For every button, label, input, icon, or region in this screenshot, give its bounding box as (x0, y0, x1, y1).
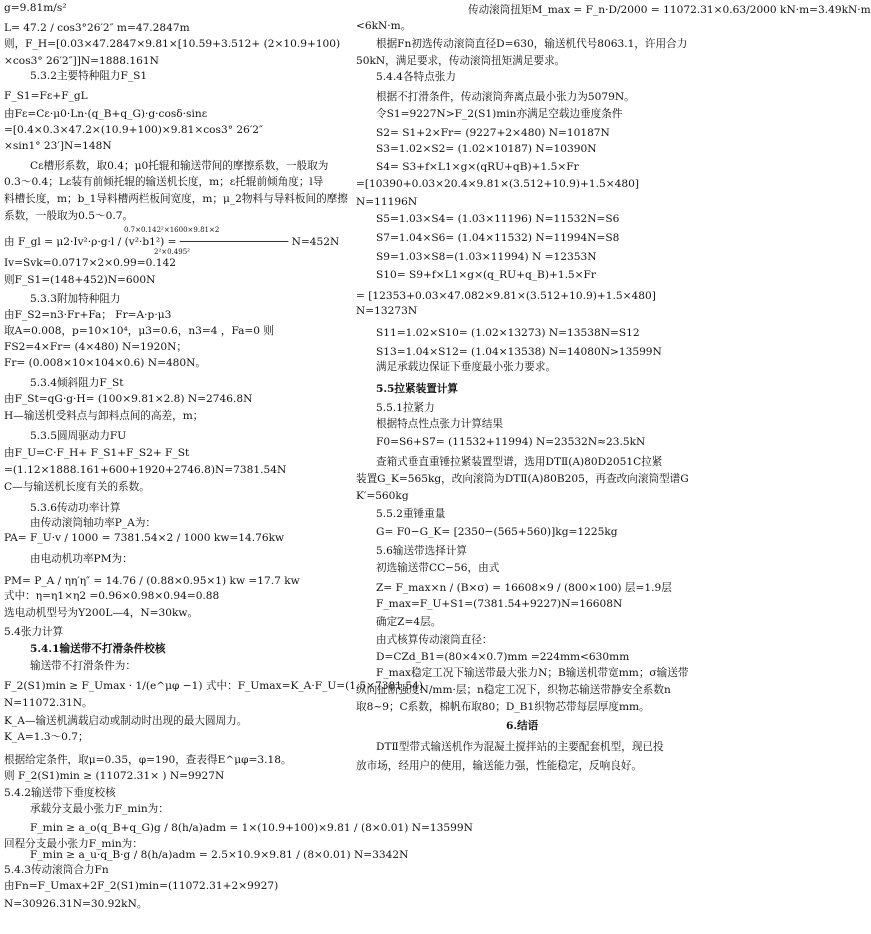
right-column-line: D=CZd_B1=(80×4×0.7)mm =224mm<630mm (376, 651, 630, 663)
left-column-line: 5.3.2主要特种阻力F_S1 (30, 70, 148, 82)
right-column-line: 装置G_K=565kg，改向滚筒为DTⅡ(A)80B205，再查改向滚筒型谱G (356, 473, 689, 485)
left-column-line: N=30926.31N=30.92kN。 (4, 898, 148, 910)
left-column-line: 由F_U=C·F_H+ F_S1+F_S2+ F_St (4, 447, 190, 459)
left-column-line: 回程分支最小张力F_min为： (4, 838, 143, 850)
left-column-line: 则F_S1=(148+452)N=600N (4, 274, 156, 286)
right-column-line: K′=560kg (356, 490, 409, 502)
left-column-line: 式中：η=η1×η2 =0.96×0.98×0.94=0.88 (4, 590, 220, 602)
left-column-line: 系数，一般取为0.5～0.7。 (4, 210, 134, 222)
right-column-line: 50kN，满足要求，传动滚筒扭矩满足要求。 (356, 55, 566, 67)
left-column-line: 料槽长度，m；b_1导料槽两栏板间宽度，m；μ_2物料与导料板间的摩擦 (4, 193, 348, 205)
left-column-line: C—与输送机长度有关的系数。 (4, 481, 150, 493)
left-column-line: Iv=Svk=0.0717×2×0.99=0.142 (4, 257, 176, 269)
left-column-line: 由F_St=qG·g·H= (100×9.81×2.8) N=2746.8N (4, 393, 253, 405)
right-column-line: F_max稳定工况下输送带最大张力N；B输送机带宽mm；σ输送带 (376, 667, 689, 679)
left-column-line: N=11072.31N。 (4, 697, 93, 709)
left-column-line: 5.3.6传动功率计算 (30, 502, 121, 514)
right-column-line: S2= S1+2×Fr= (9227+2×480) N=10187N (376, 127, 610, 139)
left-column-line: 5.4.3传动滚筒合力Fn (4, 864, 109, 876)
left-column-line: 由F_S2=n3·Fr+Fa； Fr=A·p·μ3 (4, 309, 172, 321)
right-column-line: 根据Fn初选传动滚筒直径D=630，输送机代号8063.1，许用合力 (376, 38, 688, 50)
right-column-line: <6kN·m。 (356, 20, 412, 32)
left-column-line: F_min ≥ a_o(q_B+q_G)g / 8(h/a)adm = 1×(10.9+100)×9.81 / (8×0.01) N=13599N (30, 822, 473, 834)
right-column-line: 纵向扯断强度N/mm·层；n稳定工况下，织物芯输送带静安全系数n (356, 684, 671, 696)
left-column-line: =(1.12×1888.161+600+1920+2746.8)N=7381.54N (4, 464, 287, 476)
left-column-line: 2²×0.495² (154, 248, 190, 256)
right-column-line: F_max=F_U+S1=(7381.54+9227)N=16608N (376, 598, 623, 610)
right-column-line: 根据不打滑条件，传动滚筒奔离点最小张力为5079N。 (376, 91, 635, 103)
left-column-line: F_S1=Fε+F_gL (4, 90, 88, 102)
right-column-line: DTⅡ型带式输送机作为混凝土搅拌站的主要配套机型，现已投 (376, 741, 664, 753)
left-column-line: 根据给定条件，取μ=0.35，φ=190，查表得E^μφ=3.18。 (4, 754, 292, 766)
right-column-line: 5.5.2重锤重量 (376, 508, 446, 520)
right-column-line: N=11196N (356, 196, 418, 208)
left-column-line: g=9.81m/s² (4, 2, 67, 14)
left-column-line: 选电动机型号为Y200L—4，N=30kw。 (4, 607, 199, 619)
right-column-line: 令S1=9227N>F_2(S1)min亦满足空载边垂度条件 (376, 108, 623, 120)
left-column-line: 取A=0.008，p=10×10⁴，μ3=0.6，n3=4 ，Fa=0 则 (4, 325, 274, 337)
right-column-line: 5.5.1拉紧力 (376, 402, 435, 414)
right-column-line: 5.5拉紧装置计算 (376, 383, 458, 395)
left-column-line: 由电动机功率PM为： (30, 553, 133, 565)
right-column-line: S10= S9+f×L1×g×(q_RU+q_B)+1.5×Fr (376, 269, 596, 281)
right-column-line: 由式核算传动滚筒直径： (376, 634, 493, 646)
left-column-line: L= 47.2 / cos3°26′2″ m=47.2847m (4, 22, 190, 34)
right-column-line: S11=1.02×S10= (1.02×13273) N=13538N=S12 (376, 327, 640, 339)
left-column-line: 由传动滚筒轴功率P_A为： (30, 517, 157, 529)
left-column-line: PM= P_A / ηη′η″ = 14.76 / (0.88×0.95×1) kw =17.7 kw (4, 575, 300, 587)
left-column-line: 5.3.5圆周驱动力FU (30, 430, 127, 442)
right-column-line: 根据特点性点张力计算结果 (376, 418, 504, 430)
right-column-line: S4= S3+f×L1×g×(qRU+qB)+1.5×Fr (376, 161, 579, 173)
left-column-line: 由Fε=Cε·μ0·Ln·(q_B+q_G)·g·cosδ·sinε (4, 108, 208, 120)
left-column-line: F_2(S1)min ≥ F_Umax · 1/(e^μφ −1) 式中：F_Umax=K_A·F_U=(1.5×7381.54) (4, 680, 423, 692)
left-column-line: 由 F_gl = μ2·Iv²·ρ·g·l / (v²·b1²) = ───────────────── N=452N (4, 236, 340, 248)
right-column-line: S7=1.04×S6= (1.04×11532) N=11994N=S8 (376, 232, 620, 244)
left-column-line: 5.4.2输送带下垂度校核 (4, 787, 116, 799)
left-column-line: 5.4.1输送带不打滑条件校核 (30, 643, 166, 655)
left-column-line: 5.4张力计算 (4, 626, 64, 638)
right-column-line: N=13273N (356, 305, 418, 317)
left-column-line: K_A=1.3～0.7； (4, 731, 89, 743)
right-column-line: Z= F_max×n / (B×σ) = 16608×9 / (800×100) 层=1.9层 (376, 582, 672, 594)
right-column-line: =[10390+0.03×20.4×9.81×(3.512+10.9)+1.5×480] (356, 178, 639, 190)
left-column-line: H—输送机受料点与卸料点间的高差，m； (4, 410, 204, 422)
right-column-line: S3=1.02×S2= (1.02×10187) N=10390N (376, 143, 597, 155)
left-column-line: 0.3～0.4；Lε装有前倾托辊的输送机长度，m；ε托辊前倾角度；l导 (4, 176, 324, 188)
left-column-line: Cε槽形系数，取0.4；μ0托辊和输送带间的摩擦系数，一般取为 (30, 160, 329, 172)
left-column-line: 则，F_H=[0.03×47.2847×9.81×[10.59+3.512+ (2×10.9+100) (4, 38, 341, 50)
left-column-line: F_min ≥ a_u·q_B·g / 8(h/a)adm = 2.5×10.9×9.81 / (8×0.01) N=3342N (30, 849, 409, 861)
left-column-line: PA= F_U·v / 1000 = 7381.54×2 / 1000 kw=14.76kw (4, 532, 285, 544)
left-column-line: 5.3.4倾斜阻力F_St (30, 377, 124, 389)
right-column-line: 取8~9；C系数，棉帆布取80；D_B1织物芯带每层厚度mm。 (356, 701, 650, 713)
left-column-line: 5.3.3附加特种阻力 (30, 293, 121, 305)
right-column-line: S13=1.04×S12= (1.04×13538) N=14080N>13599N (376, 346, 662, 358)
left-column-line: 由Fn=F_Umax+2F_2(S1)min=(11072.31+2×9927) (4, 880, 279, 892)
left-column-line: Fr= (0.008×10×104×0.6) N=480N。 (4, 357, 207, 369)
right-column-line: 6.结语 (506, 720, 539, 732)
right-column-line: 确定Z=4层。 (376, 616, 442, 628)
right-column-line: = [12353+0.03×47.082×9.81×(3.512+10.9)+1.5×480] (356, 290, 656, 302)
left-column-line: 0.7×0.142²×1600×9.81×2 (124, 226, 220, 234)
left-column-line: ×cos3° 26′2″]]N=1888.161N (4, 55, 159, 67)
right-column-line: 查箱式垂直重锤拉紧装置型谱，选用DTⅡ(A)80D2051C拉紧 (376, 456, 663, 468)
right-column-line: S9=1.03×S8=(1.03×11994) N =12353N (376, 251, 597, 263)
right-column-line: F0=S6+S7= (11532+11994) N=23532N≈23.5kN (376, 436, 646, 448)
right-column-line: 5.4.4各特点张力 (376, 71, 456, 83)
right-column-line: 放市场，经用户的使用，输送能力强，性能稳定，反响良好。 (356, 760, 643, 772)
right-column-line: 传动滚筒扭矩M_max = F_n·D/2000 = 11072.31×0.63/2000 kN·m=3.49kN·m (468, 4, 871, 16)
left-column-line: FS2=4×Fr= (4×480) N=1920N； (4, 341, 187, 353)
right-column-line: 初选输送带CC−56，由式 (376, 562, 500, 574)
left-column-line: 承载分支最小张力F_min为： (30, 803, 169, 815)
right-column-line: S5=1.03×S4= (1.03×11196) N=11532N=S6 (376, 213, 620, 225)
left-column-line: 则 F_2(S1)min ≥ (11072.31× ) N=9927N (4, 770, 225, 782)
left-column-line: =[0.4×0.3×47.2×(10.9+100)×9.81×cos3° 26′2″ (4, 124, 263, 136)
left-column-line: ×sin1° 23′]N=148N (4, 140, 112, 152)
right-column-line: 满足承载边保证下垂度最小张力要求。 (376, 361, 557, 373)
left-column-line: K_A—输送机满载启动或制动时出现的最大圆周力。 (4, 715, 248, 727)
left-column-line: 输送带不打滑条件为： (30, 660, 136, 672)
right-column-line: 5.6输送带选择计算 (376, 545, 468, 557)
right-column-line: G= F0−G_K= [2350−(565+560)]kg=1225kg (376, 526, 618, 538)
